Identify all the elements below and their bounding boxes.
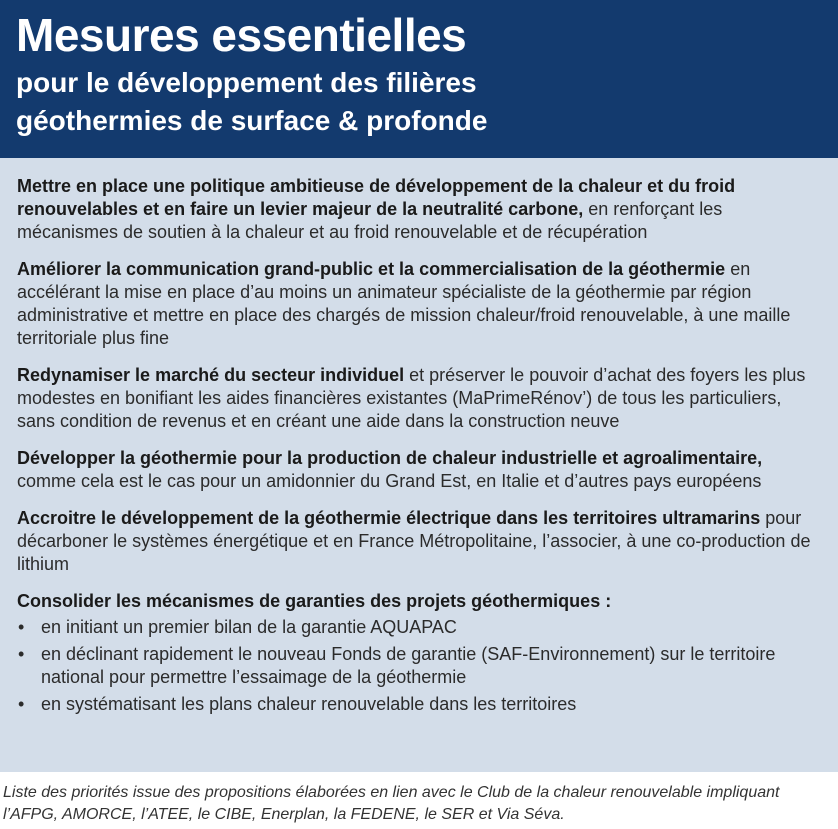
list-item [17,643,818,689]
measure-heading: Mettre en place une politique ambitieuse de développement de la chaleur et du froid renouvelables et en faire un levier majeur de la neutralité carbone, [17,176,736,219]
list-item [17,616,818,639]
list-item-text: en initiant un premier bilan de la garantie AQUAPAC [41,617,457,637]
bullet-icon: • [18,644,25,664]
measure-text: en renforçant les mécanismes de soutien à la chaleur et au froid renouvelable et de récupération [17,199,723,242]
subtitle-line-2: géothermies de surface & profonde [16,105,488,136]
measure-item [17,364,818,433]
measure-text: pour décarboner le systèmes énergétique et en France Métropolitaine, l’associer, à une co-production de lithium [17,508,811,574]
page-title: Mesures essentielles [16,9,467,61]
header-banner [0,0,838,158]
guarantees-heading: Consolider les mécanismes de garanties des projets géothermiques : [17,591,612,611]
measure-heading: Améliorer la communication grand-public et la commercialisation de la géothermie [17,259,726,279]
subtitle-line-1: pour le développement des filières [16,67,477,98]
measure-text: et préserver le pouvoir d’achat des foyers les plus modestes en bonifiant les aides financières existantes (MaPrimeRénov’) de tous les particuliers, sans condition de revenus et en créant une aide dans la construction neuve [17,365,806,431]
list-item-text: en déclinant rapidement le nouveau Fonds de garantie (SAF-Environnement) sur le territoire national pour permettre l’essaimage de la géothermie [41,644,776,687]
guarantees-list [17,616,818,716]
measure-text: comme cela est le cas pour un amidonnier du Grand Est, en Italie et d’autres pays européens [17,471,762,491]
measure-heading: Accroitre le développement de la géothermie électrique dans les territoires ultramarins [17,508,761,528]
figure-caption: Liste des priorités issue des propositions élaborées en lien avec le Club de la chaleur renouvelable impliquant l’AFPG, AMORCE, l’ATEE, le CIBE, Enerplan, la FEDENE, le SER et Via Séva. [3,784,780,823]
list-item-text: en systématisant les plans chaleur renouvelable dans les territoires [41,694,577,714]
measure-text: en accélérant la mise en place d’au moins un animateur spécialiste de la géothermie par région administrative et mettre en place des chargés de mission chaleur/froid renouvelable, à une maille territoriale plus fine [17,259,791,348]
measure-item [17,175,818,244]
bullet-icon: • [18,694,25,714]
measures-panel [0,158,838,772]
bullet-icon: • [18,617,25,637]
measure-heading: Redynamiser le marché du secteur individuel [17,365,405,385]
list-item [17,693,818,716]
measure-item [17,258,818,350]
measure-heading: Développer la géothermie pour la production de chaleur industrielle et agroalimentaire, [17,448,763,468]
measure-item [17,507,818,576]
measure-item [17,447,818,493]
guarantees-section [17,590,818,716]
